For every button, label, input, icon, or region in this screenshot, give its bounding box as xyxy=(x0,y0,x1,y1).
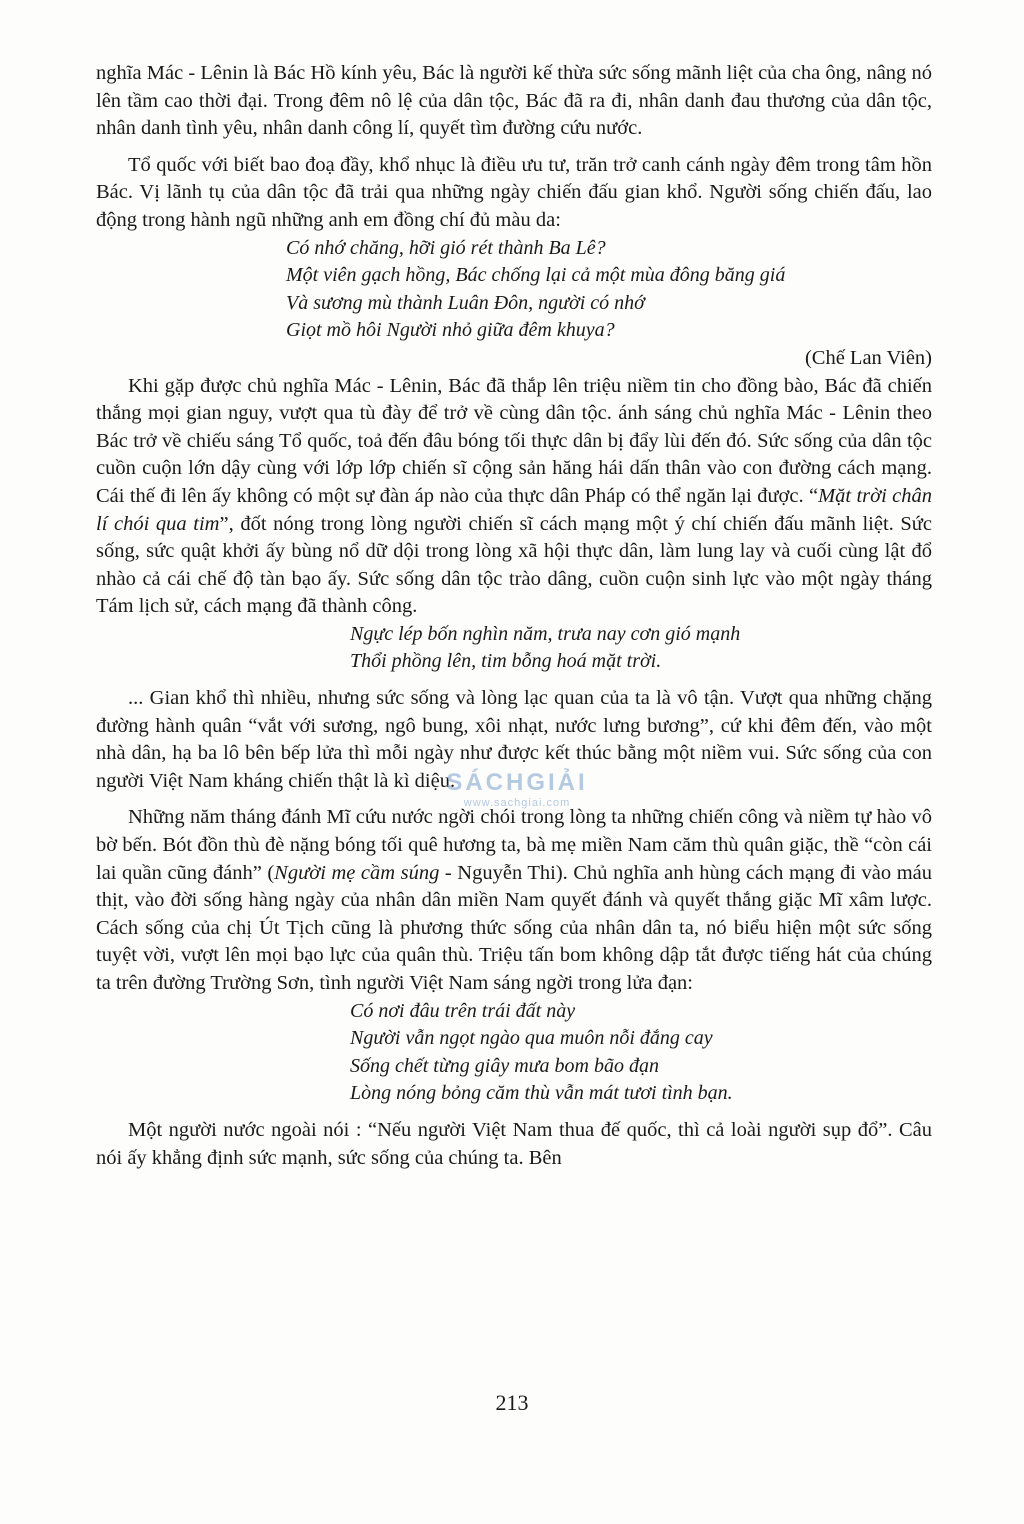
poem-line: Sống chết từng giây mưa bom bão đạn xyxy=(350,1054,660,1077)
poem-excerpt-3 xyxy=(96,998,932,1108)
watermark-logo: SÁCHGIẢI xyxy=(446,769,588,796)
paragraph-1: nghĩa Mác - Lênin là Bác Hồ kính yêu, Bác là người kế thừa sức sống mãnh liệt của cha ông, nâng nó lên tầm cao thời đại. Trong đêm nô lệ của dân tộc, Bác đã ra đi, nhân danh đau thương của dân tộc, nhân danh tình yêu, nhân danh công lí, quyết tìm đường cứu nước. xyxy=(96,62,932,140)
paragraph-5 xyxy=(96,804,932,997)
paragraph-2: Tổ quốc với biết bao đoạ đầy, khổ nhục là điều ưu tư, trăn trở canh cánh ngày đêm trong tâm hồn Bác. Vị lãnh tụ của dân tộc đã trải qua những ngày chiến đấu gian khổ. Người sống chiến đấu, lao động trong hành ngũ những anh em đồng chí đủ màu da: xyxy=(96,153,932,231)
poem-line: Và sương mù thành Luân Đôn, người có nhớ xyxy=(286,291,645,314)
poem-line: Có nơi đâu trên trái đất này xyxy=(350,999,576,1022)
poem-line: Thổi phồng lên, tim bỗng hoá mặt trời. xyxy=(350,650,662,673)
poem-line: Người vẫn ngọt ngào qua muôn nỗi đắng cay xyxy=(350,1027,713,1050)
page-body xyxy=(96,60,932,1172)
paragraph-6: Một người nước ngoài nói : “Nếu người Việt Nam thua đế quốc, thì cả loài người sụp đổ”. Câu nói ấy khẳng định sức mạnh, sức sống của chúng ta. Bên xyxy=(96,1118,932,1169)
paragraph-3-quote: Mặt trời chân lí chói qua tim xyxy=(96,484,933,535)
poem-line: Một viên gạch hồng, Bác chống lại cả một mùa đông băng giá xyxy=(286,264,786,287)
poem-line: Lòng nóng bỏng căm thù vẫn mát tươi tình bạn. xyxy=(350,1082,733,1105)
paragraph-5-text-b: - Nguyễn Thi). Chủ nghĩa anh hùng cách mạng đi vào máu thịt, vào đời sống hàng ngày của nhân dân miền Nam quyết đánh và quyết thắng giặc Mĩ xâm lược. Cách sống của chị Út Tịch cũng là phương thức sống của nhân dân ta, nó biểu hiện một sức sống tuyệt vời, vượt lên mọi bạo lực của quân thù. Triệu tấn bom không dập tắt được tiếng hát của chúng ta trên đường Trường Sơn, tình người Việt Nam sáng ngời trong lửa đạn: xyxy=(96,861,932,994)
poem-line: Có nhớ chăng, hỡi gió rét thành Ba Lê? xyxy=(286,236,606,259)
poem-line: Ngực lép bốn nghìn năm, trưa nay cơn gió mạnh xyxy=(350,622,741,645)
paragraph-5-text-a: Những năm tháng đánh Mĩ cứu nước ngời chói trong lòng ta những chiến công và niềm tự hào vô bờ bến. Bót đồn thù đè nặng bóng tối quê hương ta, bà mẹ miền Nam căm thù quân giặc, thề “còn cái lai quần cũng đánh” ( xyxy=(96,806,932,884)
paragraph-4: ... Gian khổ thì nhiều, nhưng sức sống và lòng lạc quan của ta là vô tận. Vượt qua những chặng đường hành quân “vắt với sương, ngô bung, xôi nhạt, nước lưng bương”, cứ khi đêm đến, vào một nhà dân, hạ ba lô bên bếp lửa thì mỗi ngày như được kết thúc bằng một niềm vui. Sức sống của con người Việt Nam kháng chiến thật là kì diệu. xyxy=(96,687,932,792)
paragraph-3 xyxy=(96,373,932,621)
poem-line: Giọt mồ hôi Người nhỏ giữa đêm khuya? xyxy=(286,319,615,342)
poem-che-lan-vien xyxy=(96,235,932,345)
paragraph-3-text-a: Khi gặp được chủ nghĩa Mác - Lênin, Bác đã thắp lên triệu niềm tin cho đồng bào, Bác đã chiến thắng mọi gian nguy, vượt qua tù đày để trở về cùng dân tộc. ánh sáng chủ nghĩa Mác - Lênin theo Bác trở về chiếu sáng Tổ quốc, toả đến đâu bóng tối thực dân bị đẩy lùi đến đó. Sức sống của dân tộc cuồn cuộn lớn dậy cùng với lớp lớp chiến sĩ cộng sản hăng hái dấn thân vào con đường cách mạng. Cái thế đi lên ấy không có một sự đàn áp nào của thực dân Pháp có thể ngăn lại được. “ xyxy=(96,374,932,507)
poem-excerpt-2 xyxy=(96,621,932,676)
watermark-url: www.sachgiai.com xyxy=(463,797,571,809)
page-number: 213 xyxy=(495,1390,529,1415)
poem-attribution: (Chế Lan Viên) xyxy=(804,346,932,369)
paragraph-3-text-b: ”, đốt nóng trong lòng người chiến sĩ cách mạng một ý chí chiến đấu mãnh liệt. Sức sống, sức quật khởi ấy bùng nổ dữ dội trong lòng xã hội thực dân, làm lung lay và cuối cùng lật đổ nhào cả cái chế độ tàn bạo ấy. Sức sống dân tộc trào dâng, cuồn cuộn sinh lực vào một ngày tháng Tám lịch sử, cách mạng đã thành công. xyxy=(96,512,932,618)
paragraph-5-book-title: Người mẹ cầm súng xyxy=(274,861,440,884)
